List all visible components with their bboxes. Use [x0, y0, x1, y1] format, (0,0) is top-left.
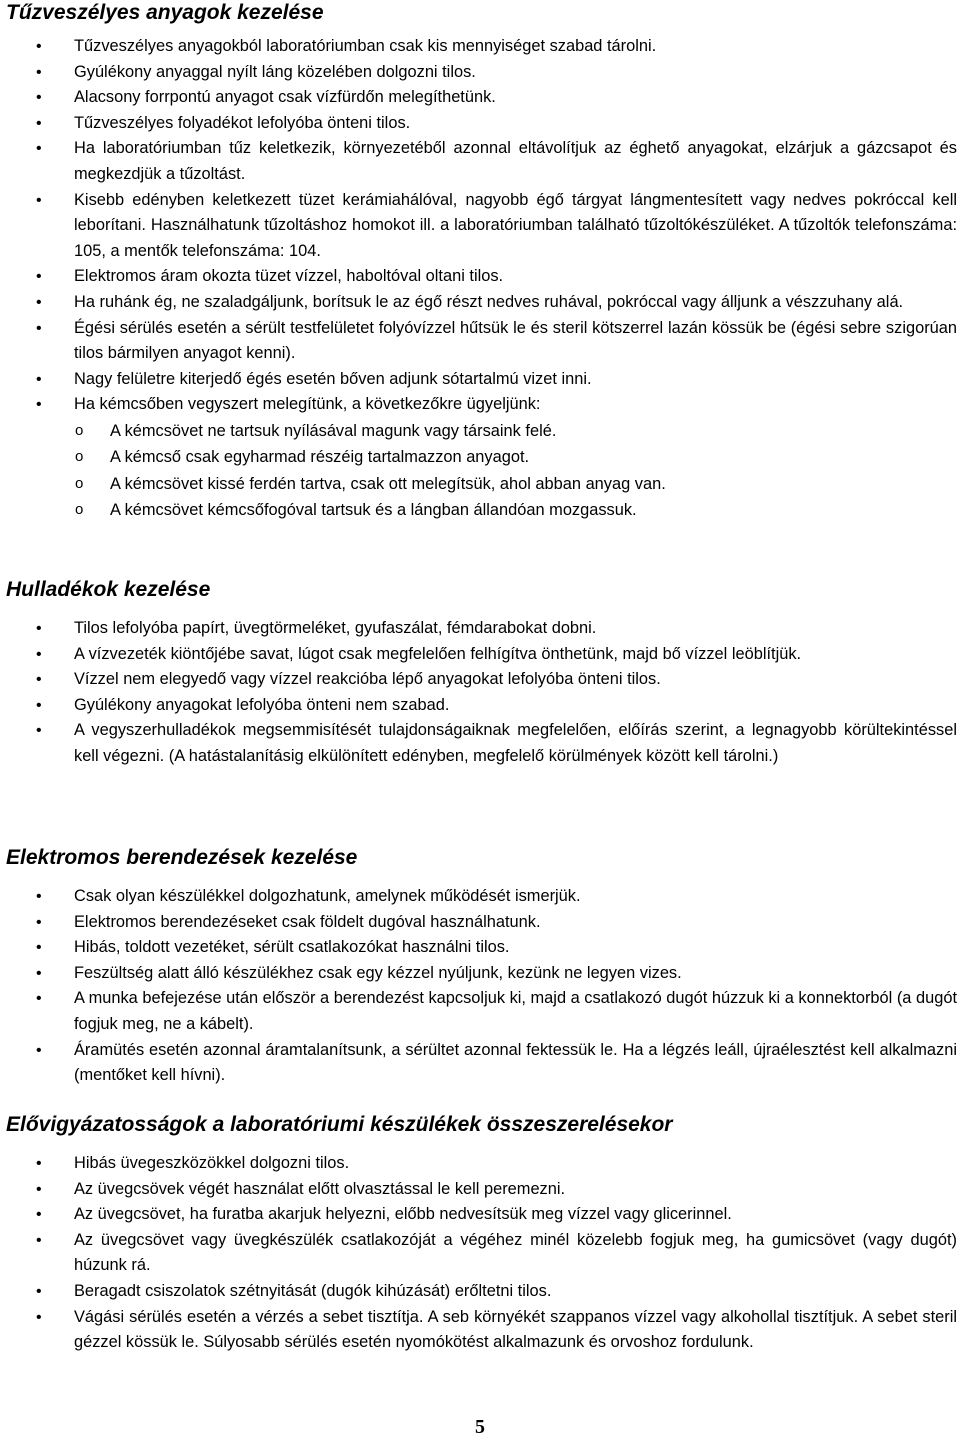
list-item-text: Ha laboratóriumban tűz keletkezik, környezetéből azonnal eltávolítjuk az éghető anyagokat, elzárjuk a gázcsapot és megkezdjük a tűzoltást. — [74, 139, 957, 183]
page-number: 5 — [475, 1416, 485, 1438]
section-assembly-precautions — [0, 1112, 960, 1356]
list-item — [0, 85, 960, 111]
bullet-icon: • — [36, 1231, 42, 1249]
bullet-icon: • — [36, 319, 42, 337]
bullet-icon: • — [36, 38, 42, 55]
circle-bullet-icon: o — [75, 501, 84, 519]
list-item — [0, 60, 960, 86]
bullet-icon: • — [36, 888, 42, 905]
sub-list-item — [0, 471, 960, 497]
sub-list-item — [0, 444, 960, 470]
list-item — [0, 264, 960, 290]
list-item — [0, 34, 960, 60]
list-item — [0, 986, 960, 1037]
bullet-icon: • — [36, 645, 42, 663]
list-item — [0, 1202, 960, 1228]
bullet-icon: • — [36, 1155, 42, 1172]
section-title: Hulladékok kezelése — [6, 578, 211, 601]
list-item-text: Kisebb edényben keletkezett tüzet kerámiahálóval, nagyobb égő tárgyat lángmentesített vagy nedves pokróccal kell leborítani. Használhatunk tűzoltáshoz homokot ill. a laboratóriumban található tűzoltókészüléket. A tűzoltók telefonszáma: 105, a mentők telefonszáma: 104. — [74, 190, 957, 260]
bullet-icon: • — [36, 370, 42, 388]
list-item — [0, 1279, 960, 1305]
list-item — [0, 316, 960, 367]
list-item-text: Gyúlékony anyagokat lefolyóba önteni nem szabad. — [74, 695, 450, 714]
list-item — [0, 1038, 960, 1089]
sub-list-item — [0, 497, 960, 523]
list-item-text: Hibás, toldott vezetéket, sérült csatlakozókat használni tilos. — [74, 938, 510, 957]
sub-list-item — [0, 418, 960, 444]
list-item-text: Vízzel nem elegyedő vagy vízzel reakcióba lépő anyagokat lefolyóba önteni tilos. — [74, 670, 661, 689]
list-item — [0, 367, 960, 393]
circle-bullet-icon: o — [75, 448, 84, 466]
list-item — [0, 1305, 960, 1356]
bullet-icon: • — [36, 913, 42, 931]
bullet-icon: • — [36, 1041, 42, 1059]
list-item — [0, 961, 960, 987]
sub-list-item-text: A kémcsövet kémcsőfogóval tartsuk és a lángban állandóan mozgassuk. — [110, 501, 637, 520]
list-item — [0, 884, 960, 910]
list-item — [0, 910, 960, 936]
bullet-icon: • — [36, 191, 42, 209]
list-item — [0, 693, 960, 719]
bullet-icon: • — [36, 1282, 42, 1300]
section-waste — [0, 577, 960, 770]
list-item — [0, 667, 960, 693]
list-item — [0, 188, 960, 265]
bullet-icon: • — [36, 671, 42, 689]
bullet-icon: • — [36, 1180, 42, 1198]
sub-list — [0, 418, 960, 524]
bullet-icon: • — [36, 1308, 42, 1326]
circle-bullet-icon: o — [75, 421, 84, 439]
list-item-text: Áramütés esetén azonnal áramtalanítsunk, a sérültet azonnal fektessük le. Ha a légzés leáll, újraélesztést kell alkalmazni (mentőket kell hívni). — [74, 1040, 957, 1085]
circle-bullet-icon: o — [75, 474, 84, 492]
sub-list-item-text: A kémcsövet kissé ferdén tartva, csak ott melegítsük, ahol abban anyag van. — [110, 474, 666, 493]
bullet-icon: • — [36, 114, 42, 132]
section-title: Elővigyázatosságok a laboratóriumi készülékek összeszerelésekor — [6, 1113, 673, 1136]
bullet-icon: • — [36, 620, 42, 637]
list-item-text: Elektromos berendezéseket csak földelt dugóval használhatunk. — [74, 912, 541, 931]
list-item-text: Az üvegcsövet vagy üvegkészülék csatlakozóját a végéhez minél közelebb fogjuk meg, ha gumicsövet (vagy dugót) húzunk rá. — [74, 1230, 957, 1275]
list-item-text: Beragadt csiszolatok szétnyitását (dugók kihúzását) erőltetni tilos. — [74, 1281, 552, 1300]
list-item-text: Nagy felületre kiterjedő égés esetén bőven adjunk sótartalmú vizet inni. — [74, 369, 592, 388]
bullet-icon: • — [36, 396, 42, 414]
list-item — [0, 392, 960, 418]
bullet-icon: • — [36, 268, 42, 286]
bullet-icon: • — [36, 1206, 42, 1224]
bullet-icon: • — [36, 722, 42, 740]
bullet-list — [0, 616, 960, 770]
section-title: Elektromos berendezések kezelése — [6, 846, 358, 869]
section-fire-hazard — [0, 0, 960, 524]
list-item-text: Vágási sérülés esetén a vérzés a sebet tisztítja. A seb környékét szappanos vízzel vagy alkohollal tisztítjuk. A sebet steril gézzel kössük le. Súlyosabb sérülés esetén nyomókötést alkalmazunk és orvoshoz fordulunk. — [74, 1307, 957, 1352]
bullet-icon: • — [36, 63, 42, 81]
list-item-text: Elektromos áram okozta tüzet vízzel, haboltóval oltani tilos. — [74, 267, 504, 286]
list-item-text: Az üvegcsövek végét használat előtt olvasztással le kell peremezni. — [74, 1179, 566, 1198]
bullet-icon: • — [36, 293, 42, 311]
bullet-list — [0, 884, 960, 1089]
list-item-text: Gyúlékony anyaggal nyílt láng közelében dolgozni tilos. — [74, 62, 476, 81]
list-item — [0, 718, 960, 769]
list-item — [0, 642, 960, 668]
list-item-text: Ha ruhánk ég, ne szaladgáljunk, borítsuk le az égő részt nedves ruhával, pokróccal vagy álljunk a vészzuhany alá. — [74, 292, 904, 311]
bullet-icon: • — [36, 696, 42, 714]
list-item — [0, 290, 960, 316]
sub-list-item-text: A kémcsövet ne tartsuk nyílásával magunk vagy társaink felé. — [110, 421, 557, 440]
list-item-text: A vízvezeték kiöntőjébe savat, lúgot csak megfelelően felhígítva önthetünk, majd bő vízzel leöblítjük. — [74, 644, 802, 663]
bullet-icon: • — [36, 89, 42, 107]
list-item — [0, 111, 960, 137]
list-item-text: Ha kémcsőben vegyszert melegítünk, a következőkre ügyeljünk: — [74, 395, 541, 414]
bullet-icon: • — [36, 964, 42, 982]
list-item-text: Alacsony forrpontú anyagot csak vízfürdőn melegíthetünk. — [74, 88, 496, 107]
list-item — [0, 935, 960, 961]
sub-list-item-text: A kémcső csak egyharmad részéig tartalmazzon anyagot. — [110, 448, 530, 467]
list-item — [0, 616, 960, 642]
list-item-text: Feszültség alatt álló készülékhez csak egy kézzel nyúljunk, kezünk ne legyen vizes. — [74, 963, 682, 982]
bullet-icon: • — [36, 140, 42, 158]
section-electrical — [0, 845, 960, 1089]
list-item-text: Csak olyan készülékkel dolgozhatunk, amelynek működését ismerjük. — [74, 887, 581, 905]
list-item-text: Tűzveszélyes folyadékot lefolyóba önteni tilos. — [74, 113, 411, 132]
list-item-text: Az üvegcsövet, ha furatba akarjuk helyezni, előbb nedvesítsük meg vízzel vagy glicerinnel. — [74, 1205, 732, 1224]
list-item-text: A vegyszerhulladékok megsemmisítését tulajdonságaiknak megfelelően, előírás szerint, a legnagyobb körültekintéssel kell végezni. (A hatástalanításig elkülönített edényben, megfelelő körülmények között kell tárolni.) — [74, 721, 957, 765]
section-title: Tűzveszélyes anyagok kezelése — [6, 1, 324, 24]
list-item — [0, 1228, 960, 1279]
list-item-text: Tűzveszélyes anyagokból laboratóriumban csak kis mennyiséget szabad tárolni. — [74, 37, 657, 55]
list-item — [0, 136, 960, 187]
bullet-list — [0, 34, 960, 418]
list-item — [0, 1177, 960, 1203]
list-item-text: A munka befejezése után először a berendezést kapcsoljuk ki, majd a csatlakozó dugót húzzuk ki a konnektorból (a dugót fogjuk meg, ne a kábelt). — [74, 989, 957, 1033]
list-item — [0, 1151, 960, 1177]
bullet-list — [0, 1151, 960, 1356]
bullet-icon: • — [36, 939, 42, 957]
list-item-text: Tilos lefolyóba papírt, üvegtörmeléket, gyufaszálat, fémdarabokat dobni. — [74, 619, 597, 637]
bullet-icon: • — [36, 990, 42, 1008]
list-item-text: Égési sérülés esetén a sérült testfelületet folyóvízzel hűtsük le és steril kötszerrel lazán kössük be (égési sebre szigorúan tilos bármilyen anyagot kenni). — [74, 318, 957, 363]
list-item-text: Hibás üvegeszközökkel dolgozni tilos. — [74, 1154, 350, 1172]
